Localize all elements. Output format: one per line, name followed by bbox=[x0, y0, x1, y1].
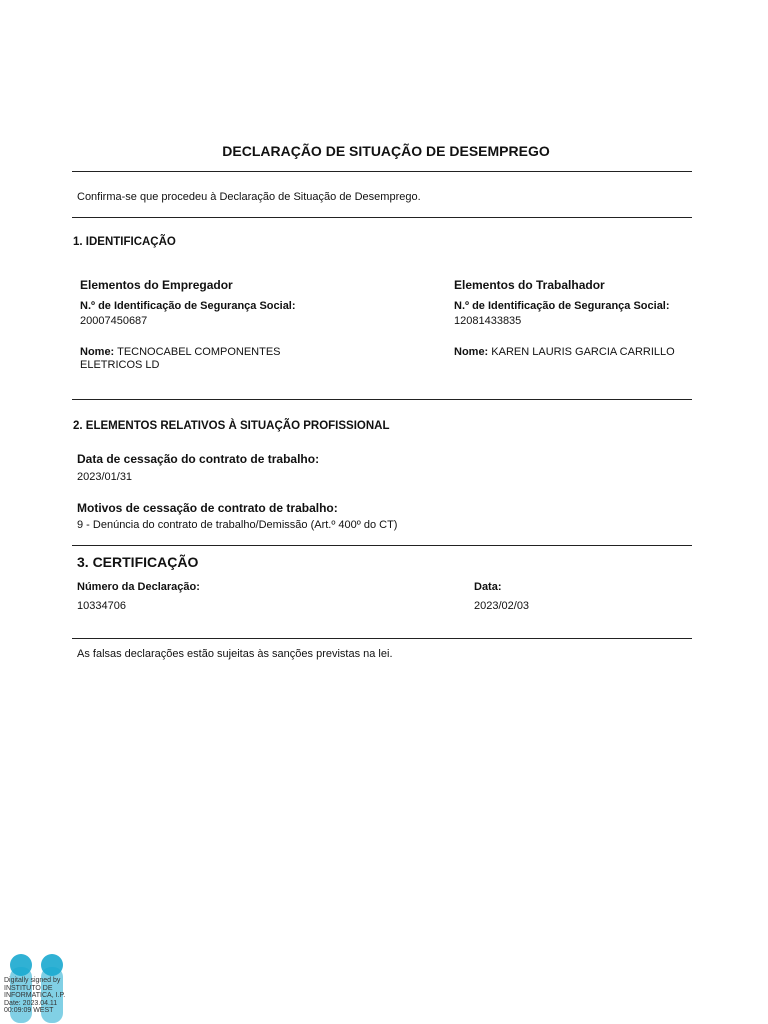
employer-heading: Elementos do Empregador bbox=[80, 278, 233, 292]
digital-signature-block bbox=[4, 977, 84, 1015]
worker-name-value: KAREN LAURIS GARCIA CARRILLO bbox=[491, 346, 675, 358]
divider bbox=[72, 171, 692, 172]
section-3-heading: 3. CERTIFICAÇÃO bbox=[77, 554, 199, 570]
section-1-heading: 1. IDENTIFICAÇÃO bbox=[73, 236, 176, 248]
reason-label: Motivos de cessação de contrato de trabalho: bbox=[77, 501, 338, 515]
employer-ssn-value: 20007450687 bbox=[80, 315, 148, 327]
end-date-label: Data de cessação do contrato de trabalho: bbox=[77, 452, 320, 466]
intro-text: Confirma-se que procedeu à Declaração de Situação de Desemprego. bbox=[77, 191, 421, 203]
employer-name-label: Nome: bbox=[80, 346, 115, 358]
divider bbox=[72, 217, 692, 218]
signature-line: Date: 2023.04.11 bbox=[4, 999, 58, 1007]
employer-name bbox=[80, 345, 281, 359]
worker-heading: Elementos do Trabalhador bbox=[454, 278, 605, 292]
declaration-number-value: 10334706 bbox=[77, 600, 126, 612]
divider bbox=[72, 545, 692, 546]
reason-value: 9 - Denúncia do contrato de trabalho/Demissão (Art.º 400º do CT) bbox=[77, 519, 398, 531]
employer-ssn-label: N.º de Identificação de Segurança Social: bbox=[80, 300, 296, 312]
section-2-heading: 2. ELEMENTOS RELATIVOS À SITUAÇÃO PROFISSIONAL bbox=[73, 420, 390, 432]
end-date-value: 2023/01/31 bbox=[77, 471, 133, 483]
signature-line: INSTITUTO DE bbox=[4, 984, 53, 992]
legal-notice: As falsas declarações estão sujeitas às sanções previstas na lei. bbox=[77, 648, 393, 660]
document-title: DECLARAÇÃO DE SITUAÇÃO DE DESEMPREGO bbox=[222, 143, 550, 159]
signature-line: INFORMATICA, I.P. bbox=[4, 992, 66, 999]
worker-name bbox=[454, 345, 675, 359]
declaration-date-label: Data: bbox=[474, 581, 502, 593]
worker-name-label: Nome: bbox=[454, 346, 489, 358]
worker-ssn-value: 12081433835 bbox=[454, 315, 522, 327]
divider bbox=[72, 638, 692, 639]
declaration-number-label: Número da Declaração: bbox=[77, 581, 200, 593]
signature-line: Digitally signed by bbox=[4, 977, 61, 984]
employer-name-value-line1: TECNOCABEL COMPONENTES bbox=[117, 346, 281, 358]
declaration-date-value: 2023/02/03 bbox=[474, 600, 530, 612]
signature-line: 00:09:09 WEST bbox=[4, 1007, 54, 1014]
divider bbox=[72, 399, 692, 400]
worker-ssn-label: N.º de Identificação de Segurança Social: bbox=[454, 300, 670, 312]
employer-name-value-line2: ELETRICOS LD bbox=[80, 359, 160, 371]
